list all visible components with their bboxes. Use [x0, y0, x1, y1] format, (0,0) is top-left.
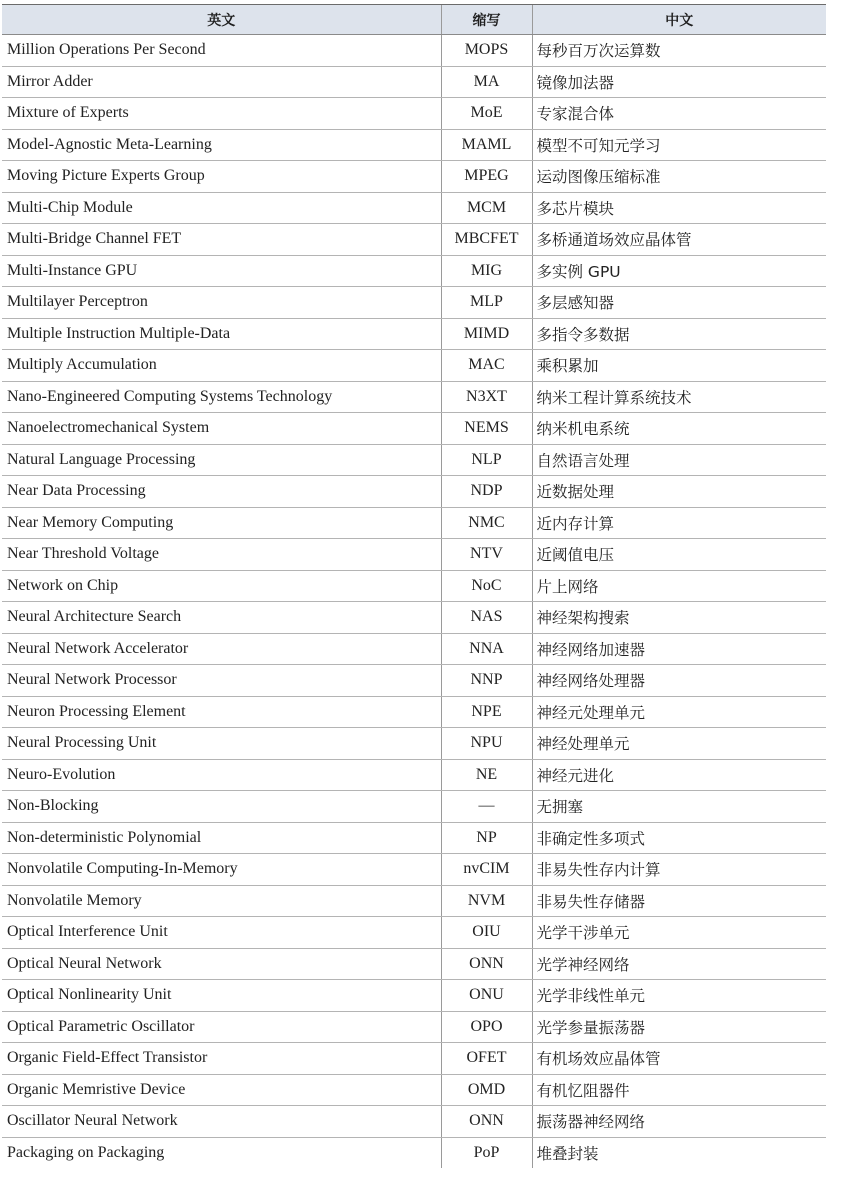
english-term: Near Memory Computing: [2, 507, 441, 539]
english-term: Multi-Chip Module: [2, 192, 441, 224]
english-term: Optical Interference Unit: [2, 917, 441, 949]
abbreviation: NoC: [441, 570, 532, 602]
chinese-term: 多指令多数据: [532, 318, 826, 350]
chinese-term: 纳米工程计算系统技术: [532, 381, 826, 413]
abbreviation: NEMS: [441, 413, 532, 445]
table-row: [2, 696, 826, 728]
abbreviation: OIU: [441, 917, 532, 949]
english-term: Organic Field-Effect Transistor: [2, 1043, 441, 1075]
table-row: [2, 476, 826, 508]
chinese-term: 振荡器神经网络: [532, 1106, 826, 1138]
table-row: [2, 570, 826, 602]
chinese-term: 光学非线性单元: [532, 980, 826, 1012]
chinese-term: 无拥塞: [532, 791, 826, 823]
table-row: [2, 381, 826, 413]
table-row: [2, 255, 826, 287]
header-abbreviation: 缩写: [441, 5, 532, 35]
table-row: [2, 129, 826, 161]
chinese-term: 有机忆阻器件: [532, 1074, 826, 1106]
english-term: Organic Memristive Device: [2, 1074, 441, 1106]
glossary-table: [2, 4, 826, 1168]
abbreviation: MoE: [441, 98, 532, 130]
english-term: Multiply Accumulation: [2, 350, 441, 382]
table-row: [2, 66, 826, 98]
english-term: Optical Parametric Oscillator: [2, 1011, 441, 1043]
abbreviation: NTV: [441, 539, 532, 571]
table-row: [2, 161, 826, 193]
glossary-body: [2, 35, 826, 1169]
chinese-term: 多实例 GPU: [532, 255, 826, 287]
abbreviation: N3XT: [441, 381, 532, 413]
english-term: Multi-Bridge Channel FET: [2, 224, 441, 256]
abbreviation: NPU: [441, 728, 532, 760]
abbreviation: MPEG: [441, 161, 532, 193]
table-row: [2, 507, 826, 539]
english-term: Neuro-Evolution: [2, 759, 441, 791]
chinese-term: 运动图像压缩标准: [532, 161, 826, 193]
abbreviation: MIG: [441, 255, 532, 287]
abbreviation: MBCFET: [441, 224, 532, 256]
chinese-term: 非易失性存储器: [532, 885, 826, 917]
english-term: Natural Language Processing: [2, 444, 441, 476]
chinese-term: 乘积累加: [532, 350, 826, 382]
chinese-term: 光学参量振荡器: [532, 1011, 826, 1043]
abbreviation: MAC: [441, 350, 532, 382]
abbreviation: NPE: [441, 696, 532, 728]
english-term: Near Threshold Voltage: [2, 539, 441, 571]
chinese-term: 神经网络加速器: [532, 633, 826, 665]
abbreviation: NNP: [441, 665, 532, 697]
abbreviation: ONN: [441, 1106, 532, 1138]
abbreviation: MOPS: [441, 35, 532, 67]
chinese-term: 多桥通道场效应晶体管: [532, 224, 826, 256]
chinese-term: 神经处理单元: [532, 728, 826, 760]
chinese-term: 多层感知器: [532, 287, 826, 319]
english-term: Neuron Processing Element: [2, 696, 441, 728]
table-row: [2, 917, 826, 949]
english-term: Million Operations Per Second: [2, 35, 441, 67]
table-row: [2, 413, 826, 445]
table-row: [2, 539, 826, 571]
chinese-term: 神经网络处理器: [532, 665, 826, 697]
table-row: [2, 35, 826, 67]
table-row: [2, 633, 826, 665]
chinese-term: 镜像加法器: [532, 66, 826, 98]
header-english: 英文: [2, 5, 441, 35]
english-term: Model-Agnostic Meta-Learning: [2, 129, 441, 161]
table-row: [2, 1074, 826, 1106]
chinese-term: 专家混合体: [532, 98, 826, 130]
english-term: Neural Processing Unit: [2, 728, 441, 760]
english-term: Moving Picture Experts Group: [2, 161, 441, 193]
abbreviation: MCM: [441, 192, 532, 224]
table-row: [2, 791, 826, 823]
table-row: [2, 444, 826, 476]
english-term: Neural Architecture Search: [2, 602, 441, 634]
table-row: [2, 98, 826, 130]
abbreviation: NNA: [441, 633, 532, 665]
english-term: Network on Chip: [2, 570, 441, 602]
abbreviation: MAML: [441, 129, 532, 161]
english-term: Optical Neural Network: [2, 948, 441, 980]
table-row: [2, 1106, 826, 1138]
chinese-term: 近阈值电压: [532, 539, 826, 571]
abbreviation: NDP: [441, 476, 532, 508]
english-term: Mirror Adder: [2, 66, 441, 98]
english-term: Nanoelectromechanical System: [2, 413, 441, 445]
abbreviation: ONN: [441, 948, 532, 980]
chinese-term: 近内存计算: [532, 507, 826, 539]
abbreviation: NP: [441, 822, 532, 854]
english-term: Nano-Engineered Computing Systems Technology: [2, 381, 441, 413]
table-row: [2, 822, 826, 854]
english-term: Neural Network Processor: [2, 665, 441, 697]
chinese-term: 纳米机电系统: [532, 413, 826, 445]
english-term: Packaging on Packaging: [7, 1143, 165, 1161]
english-term: Oscillator Neural Network: [2, 1106, 441, 1138]
english-term: Optical Nonlinearity Unit: [2, 980, 441, 1012]
chinese-term: 有机场效应晶体管: [532, 1043, 826, 1075]
abbreviation: MIMD: [441, 318, 532, 350]
chinese-term: 自然语言处理: [532, 444, 826, 476]
chinese-term: 非确定性多项式: [532, 822, 826, 854]
table-row: [2, 948, 826, 980]
abbreviation: nvCIM: [441, 854, 532, 886]
english-term: Multiple Instruction Multiple-Data: [2, 318, 441, 350]
abbreviation: —: [441, 791, 532, 823]
chinese-term: 近数据处理: [532, 476, 826, 508]
english-term: Neural Network Accelerator: [2, 633, 441, 665]
table-row: [2, 192, 826, 224]
abbreviation: OFET: [441, 1043, 532, 1075]
english-term: Mixture of Experts: [2, 98, 441, 130]
abbreviation: MLP: [441, 287, 532, 319]
header-row: [2, 5, 826, 35]
chinese-term: 片上网络: [532, 570, 826, 602]
abbreviation: NAS: [441, 602, 532, 634]
table-row: [2, 980, 826, 1012]
table-row: [2, 665, 826, 697]
chinese-term: 神经元处理单元: [532, 696, 826, 728]
table-row: [2, 759, 826, 791]
abbreviation: PoP: [441, 1137, 532, 1168]
table-row: [2, 885, 826, 917]
table-row: [2, 728, 826, 760]
chinese-term: 光学神经网络: [532, 948, 826, 980]
abbreviation: ONU: [441, 980, 532, 1012]
chinese-term: 神经元进化: [532, 759, 826, 791]
chinese-term: 非易失性存内计算: [532, 854, 826, 886]
table-row: [2, 1137, 826, 1168]
chinese-term: 每秒百万次运算数: [532, 35, 826, 67]
table-row: [2, 854, 826, 886]
chinese-term: 模型不可知元学习: [532, 129, 826, 161]
chinese-term: 堆叠封装: [532, 1137, 826, 1168]
table-row: [2, 224, 826, 256]
table-row: [2, 287, 826, 319]
abbreviation: NVM: [441, 885, 532, 917]
table-row: [2, 350, 826, 382]
chinese-term: 神经架构搜索: [532, 602, 826, 634]
chinese-term: 多芯片模块: [532, 192, 826, 224]
english-term: Multi-Instance GPU: [2, 255, 441, 287]
table-row: [2, 318, 826, 350]
table-row: [2, 1043, 826, 1075]
header-chinese: 中文: [532, 5, 826, 35]
english-term: Non-Blocking: [2, 791, 441, 823]
english-term: Near Data Processing: [2, 476, 441, 508]
abbreviation: NMC: [441, 507, 532, 539]
english-term: Non-deterministic Polynomial: [2, 822, 441, 854]
abbreviation: NE: [441, 759, 532, 791]
chinese-term: 光学干涉单元: [532, 917, 826, 949]
abbreviation: MA: [441, 66, 532, 98]
english-term: Multilayer Perceptron: [2, 287, 441, 319]
table-row: [2, 602, 826, 634]
english-term: Nonvolatile Computing-In-Memory: [2, 854, 441, 886]
abbreviation: OMD: [441, 1074, 532, 1106]
english-term: Nonvolatile Memory: [2, 885, 441, 917]
abbreviation: NLP: [441, 444, 532, 476]
abbreviation: OPO: [441, 1011, 532, 1043]
table-row: [2, 1011, 826, 1043]
